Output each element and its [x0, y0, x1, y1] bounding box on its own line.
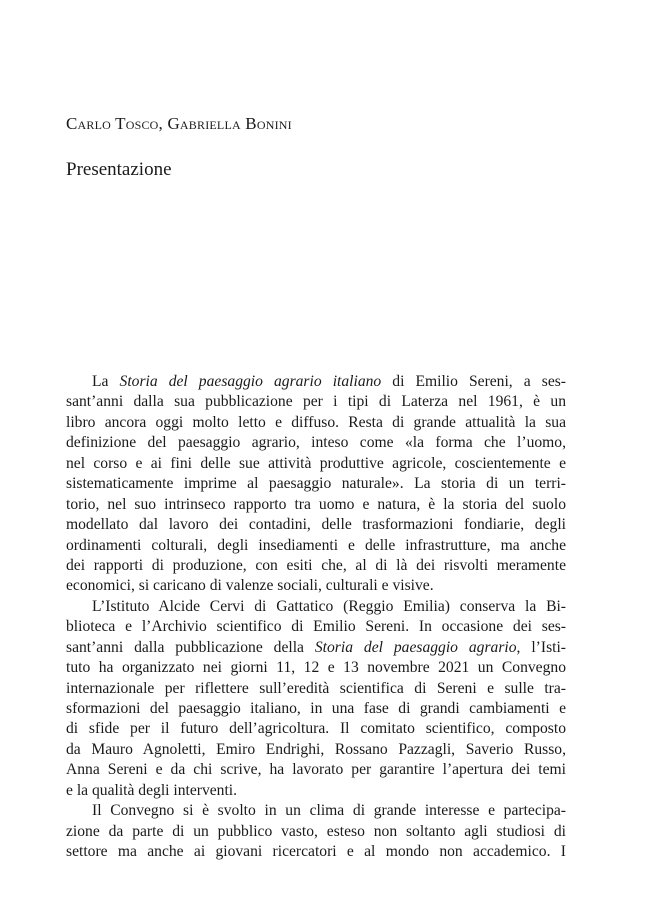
text-segment: di Emilio Sereni, a ses-	[381, 373, 567, 390]
text-line	[66, 536, 566, 556]
text-line	[66, 454, 566, 474]
text-segment: dei rapporti di produzione, con esiti che, al di là dei risvolti meramente	[66, 556, 566, 574]
text-segment: , l’Isti-	[516, 638, 566, 656]
text-segment: internazionale per riflettere sull’eredità scientifica di Sereni e sulle tra-	[66, 679, 566, 697]
text-line	[66, 679, 566, 699]
text-segment: Anna Sereni e da chi scrive, ha lavorato per garantire l’apertura dei temi	[66, 761, 566, 779]
text-line	[66, 576, 566, 596]
text-segment: L’Istituto Alcide Cervi di Gattatico (Reggio Emilia) conserva la Bi-	[92, 597, 566, 615]
authors-line: Carlo Tosco, Gabriella Bonini	[66, 114, 292, 133]
text-segment: blioteca e l’Archivio scientifico di Emilio Sereni. In occasione dei ses-	[66, 618, 566, 636]
text-line	[66, 433, 566, 453]
italic-title-text: Storia del paesaggio agrario italiano	[119, 373, 382, 390]
text-line	[66, 699, 566, 719]
text-segment: definizione del paesaggio agrario, inteso come «la forma che l’uomo,	[66, 434, 566, 452]
text-line	[66, 760, 566, 780]
text-segment: da Mauro Agnoletti, Emiro Endrighi, Rossano Pazzagli, Saverio Russo,	[66, 740, 566, 758]
text-line	[66, 781, 566, 801]
text-segment: torio, nel suo intrinseco rapporto tra uomo e natura, è la storia del suolo	[66, 495, 566, 513]
text-line	[66, 495, 566, 515]
text-line	[66, 822, 566, 842]
text-line	[66, 392, 566, 412]
text-line	[66, 597, 566, 617]
section-title: Presentazione	[66, 159, 172, 180]
text-segment: sistematicamente imprime al paesaggio naturale». La storia di un terri-	[66, 475, 566, 493]
text-segment: libro ancora oggi molto letto e diffuso. Resta di grande attualità la sua	[66, 413, 566, 431]
text-segment: tuto ha organizzato nei giorni 11, 12 e 13 novembre 2021 un Convegno	[66, 659, 566, 677]
text-line	[66, 658, 566, 678]
text-segment: modellato dal lavoro dei contadini, delle trasformazioni fondiarie, degli	[66, 516, 566, 534]
text-line	[66, 801, 566, 821]
text-line	[66, 617, 566, 637]
text-line	[66, 842, 566, 862]
text-line	[66, 556, 566, 576]
text-line	[66, 372, 566, 392]
text-segment: ordinamenti colturali, degli insediamenti e delle infrastrutture, ma anche	[66, 536, 566, 554]
text-line	[66, 474, 566, 494]
text-line	[66, 413, 566, 433]
text-segment: di sfide per il futuro dell’agricoltura. Il comitato scientifico, composto	[66, 720, 566, 738]
text-segment: sant’anni dalla pubblicazione della	[66, 638, 315, 656]
italic-title-text: Storia del paesaggio agrario	[314, 638, 517, 656]
body-text	[66, 372, 566, 863]
text-line	[66, 719, 566, 739]
text-segment: sant’anni dalla sua pubblicazione per i tipi di Laterza nel 1961, è un	[66, 393, 566, 411]
text-line	[66, 515, 566, 535]
text-segment: economici, si caricano di valenze sociali, culturali e visive.	[66, 577, 434, 595]
text-segment: nel corso e ai fini delle sue attività produttive agricole, coscientemente e	[66, 454, 566, 472]
text-line	[66, 638, 566, 658]
text-line	[66, 740, 566, 760]
text-segment: e la qualità degli interventi.	[66, 781, 238, 799]
text-segment: Il Convegno si è svolto in un clima di grande interesse e partecipa-	[92, 802, 566, 820]
text-segment: sformazioni del paesaggio italiano, in una fase di grandi cambiamenti e	[66, 700, 566, 717]
text-segment: settore ma anche ai giovani ricercatori e al mondo non accademico. I	[66, 843, 566, 861]
text-segment: La	[92, 373, 120, 390]
text-segment: zione da parte di un pubblico vasto, esteso non soltanto agli studiosi di	[66, 822, 566, 840]
